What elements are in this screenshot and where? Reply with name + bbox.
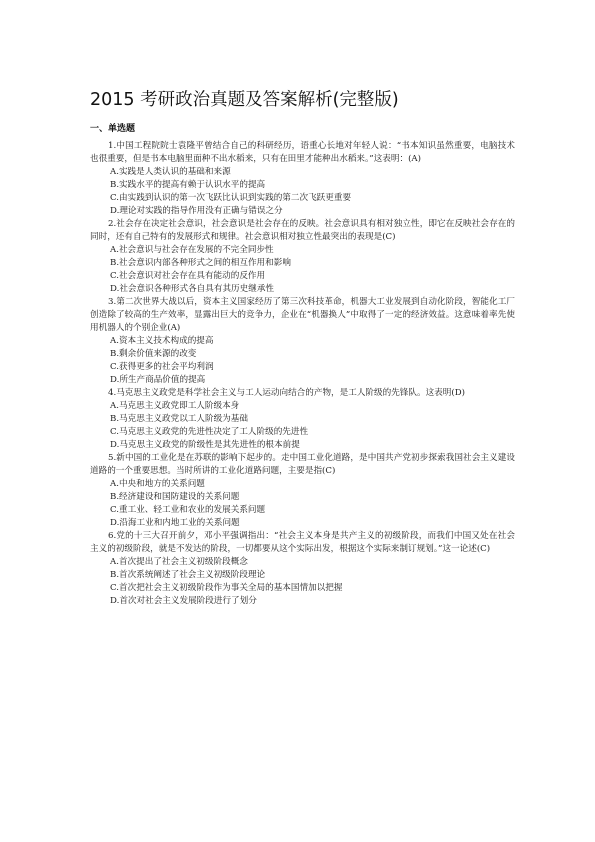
option-a: A.实践是人类认识的基础和来源 xyxy=(110,167,231,177)
question-6 xyxy=(90,530,515,608)
option-b: B.经济建设和国防建设的关系问题 xyxy=(110,492,240,502)
option-a: A.马克思主义政党即工人阶级本身 xyxy=(110,401,240,411)
question-stem: 4.马克思主义政党是科学社会主义与工人运动向结合的产物，是工人阶级的先锋队。这表明(D) xyxy=(108,388,465,398)
question-2 xyxy=(90,218,515,296)
question-stem: 2.社会存在决定社会意识，社会意识是社会存在的反映。社会意识具有相对独立性，即它在反映社会存在的同时，还有自己特有的发展形式和规律。社会意识相对独立性最突出的表现是(C) xyxy=(90,219,515,242)
option-d: D.首次对社会主义发展阶段进行了划分 xyxy=(110,596,257,606)
option-c: C.首次把社会主义初级阶段作为事关全局的基本国情加以把握 xyxy=(110,583,343,593)
question-1 xyxy=(90,140,515,218)
question-5 xyxy=(90,452,515,530)
option-c: C.社会意识对社会存在具有能动的反作用 xyxy=(110,271,266,281)
options-list xyxy=(90,166,515,218)
option-c: C.获得更多的社会平均利润 xyxy=(110,362,214,372)
option-b: B.剩余价值来源的改变 xyxy=(110,349,197,359)
options-list xyxy=(90,244,515,296)
option-d: D.理论对实践的指导作用没有正确与错误之分 xyxy=(110,206,283,216)
option-c: C.由实践到认识的第一次飞跃比认识到实践的第二次飞跃更重要 xyxy=(110,193,352,203)
question-4 xyxy=(90,387,515,452)
section-heading: 一、单选题 xyxy=(90,124,136,134)
option-a: A.首次提出了社会主义初级阶段概念 xyxy=(110,557,248,567)
page-title: 2015 考研政治真题及答案解析(完整版) xyxy=(90,90,399,110)
option-d: D.沿海工业和内地工业的关系问题 xyxy=(110,518,240,528)
option-c: C.重工业、轻工业和农业的发展关系问题 xyxy=(110,505,266,515)
option-b: B.社会意识内部各种形式之间的相互作用和影响 xyxy=(110,258,291,268)
question-list xyxy=(90,140,515,608)
option-d: D.社会意识各种形式各自具有其历史继承性 xyxy=(110,284,275,294)
option-c: C.马克思主义政党的先进性决定了工人阶级的先进性 xyxy=(110,427,309,437)
option-b: B.首次系统阐述了社会主义初级阶段理论 xyxy=(110,570,266,580)
option-b: B.实践水平的提高有赖于认识水平的提高 xyxy=(110,180,266,190)
option-d: D.所生产商品价值的提高 xyxy=(110,375,206,385)
option-b: B.马克思主义政党以工人阶级为基础 xyxy=(110,414,248,424)
options-list xyxy=(90,556,515,608)
option-a: A.中央和地方的关系问题 xyxy=(110,479,205,489)
question-3 xyxy=(90,296,515,387)
options-list xyxy=(90,335,515,387)
option-a: A.资本主义技术构成的提高 xyxy=(110,336,214,346)
options-list xyxy=(90,478,515,530)
option-a: A.社会意识与社会存在发展的不完全同步性 xyxy=(110,245,274,255)
question-stem: 5.新中国的工业化是在苏联的影响下起步的。走中国工业化道路，是中国共产党初步探索我国社会主义建设道路的一个重要思想。当时所讲的工业化道路问题，主要是指(C) xyxy=(90,453,515,476)
question-stem: 6.党的十三大召开前夕，邓小平强调指出：“社会主义本身是共产主义的初级阶段，而我们中国又处在社会主义的初级阶段，就是不发达的阶段，一切都要从这个实际出发，根据这个实际来制订规划。”这一论述(C) xyxy=(90,531,515,554)
question-stem: 3.第二次世界大战以后，资本主义国家经历了第三次科技革命，机器大工业发展到自动化阶段，智能化工厂创造除了较高的生产效率，显露出巨大的竞争力，企业在“机器换人”中取得了一定的经济效益。这意味着率先使用机器人的个别企业(A) xyxy=(90,297,515,333)
option-d: D.马克思主义政党的阶级性是其先进性的根本前提 xyxy=(110,440,300,450)
options-list xyxy=(90,400,515,452)
question-stem: 1.中国工程院院士袁隆平曾结合自己的科研经历，语重心长地对年轻人说：“书本知识虽然重要，电脑技术也很重要，但是书本电脑里面种不出水稻来，只有在田里才能种出水稻来。”这表明：(A) xyxy=(90,141,515,164)
